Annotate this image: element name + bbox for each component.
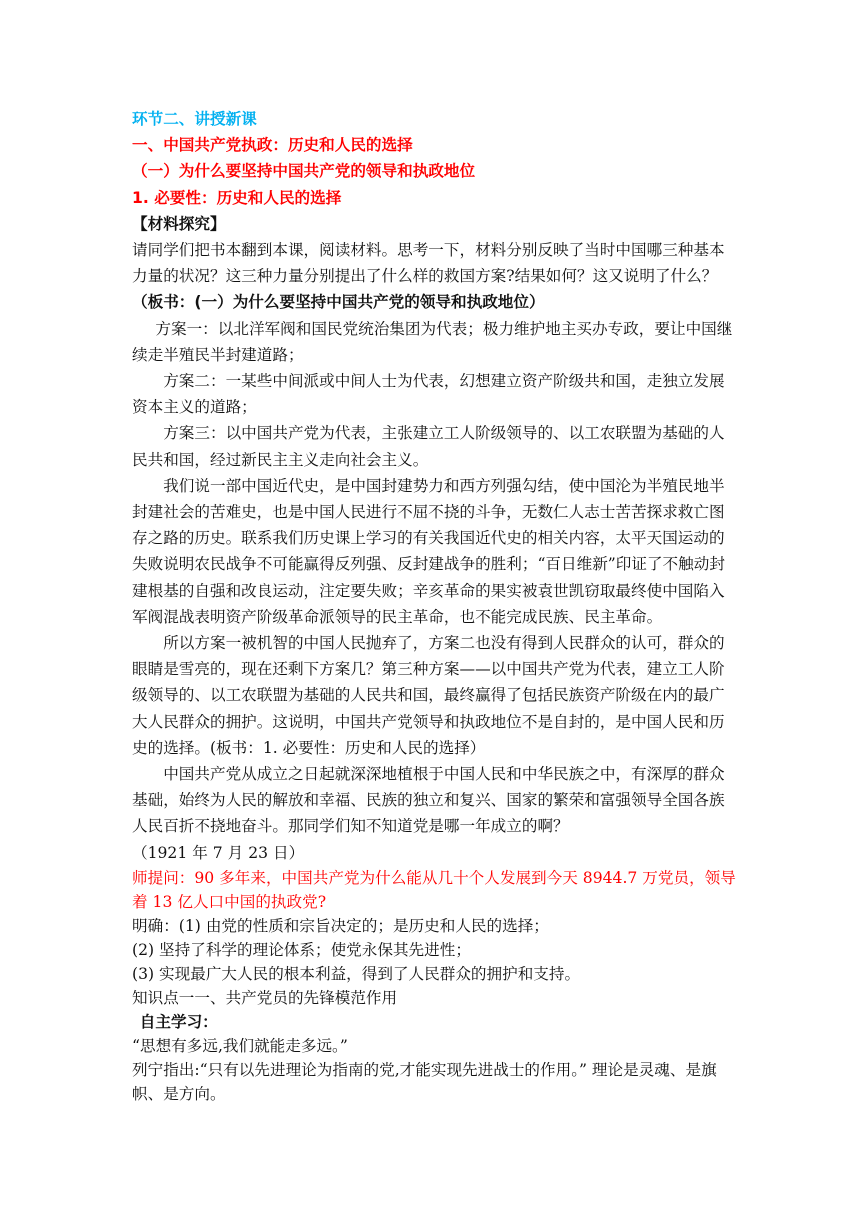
plan-three: 方案三：以中国共产党为代表，主张建立工人阶级领导的、以工农联盟为基础的人民共和国，经过新民主主义走向社会主义。 <box>132 424 725 469</box>
intro-board-note: （板书：(一）为什么要坚持中国共产党的领导和执政地位） <box>132 293 545 312</box>
plan-two: 方案二：一某些中间派或中间人士为代表，幻想建立资产阶级共和国，走独立发展资本主义的道路； <box>132 372 725 417</box>
self-study-label: 自主学习： <box>139 1012 218 1031</box>
material-label: 【材料探究】 <box>132 214 226 233</box>
heading-3: 1. 必要性：历史和人民的选择 <box>132 188 342 207</box>
quote-one: “思想有多远,我们就能走多远。” <box>132 1036 348 1055</box>
teacher-question: 师提问：90 多年来，中国共产党为什么能从几十个人发展到今天 8944.7 万党员，领导着 13 亿人口中国的执政党? <box>132 868 736 911</box>
answer-line-3: (3) 实现最广大人民的根本利益，得到了人民群众的拥护和支持。 <box>132 964 581 983</box>
section-title: 环节二、讲授新课 <box>132 110 257 128</box>
answer-line-1: 明确：(1) 由党的性质和宗旨决定的；是历史和人民的选择； <box>132 916 549 935</box>
founding-date: （1921 年 7 月 23 日） <box>132 843 305 862</box>
knowledge-title: 知识点一一、共产党员的先锋模范作用 <box>132 988 398 1007</box>
paragraph-party: 中国共产党从成立之日起就深深地植根于中国人民和中华民族之中，有深厚的群众基础，始终为人民的解放和幸福、民族的独立和复兴、国家的繁荣和富强领导全国各族人民百折不挠地奋斗。那同学们知不知道党是哪一年成立的啊？ <box>132 765 725 836</box>
material-intro <box>132 237 740 316</box>
plan-one: 方案一：以北洋军阀和国民党统治集团为代表；极力维护地主买办专政，要让中国继续走半殖民半封建道路； <box>132 319 733 364</box>
document-content <box>132 106 740 1106</box>
heading-1: 一、中国共产党执政：历史和人民的选择 <box>132 136 413 155</box>
paragraph-choice: 所以方案一被机智的中国人民抛弃了，方案二也没有得到人民群众的认可，群众的眼睛是雪亮的，现在还剩下方案几？第三种方案——以中国共产党为代表，建立工人阶级领导的、以工农联盟为基础的人民共和国，最终赢得了包括民族资产阶级在内的最广大人民群众的拥护。这说明，中国共产党领导和执政地位不是自封的，是中国人民和历史的选择。(板书：1. 必要性：历史和人民的选择） <box>132 634 725 757</box>
quote-two: 列宁指出:“只有以先进理论为指南的党,才能实现先进战士的作用。” 理论是灵魂、是旗帜、是方向。 <box>132 1060 717 1103</box>
intro-text: 请同学们把书本翻到本课，阅读材料。思考一下，材料分别反映了当时中国哪三种基本力量的状况？这三种力量分别提出了什么样的救国方案?结果如何？这又说明了什么？ <box>132 241 725 286</box>
paragraph-history: 我们说一部中国近代史，是中国封建势力和西方列强勾结，使中国沦为半殖民地半封建社会的苦难史，也是中国人民进行不屈不挠的斗争，无数仁人志士苦苦探求救亡图存之路的历史。联系我们历史课上学习的有关我国近代史的相关内容，太平天国运动的失败说明农民战争不可能赢得反列强、反封建战争的胜利；“百日维新”印证了不触动封建根基的自强和改良运动，注定要失败；辛亥革命的果实被袁世凯窃取最终使中国陷入军阀混战表明资产阶级革命派领导的民主革命，也不能完成民族、民主革命。 <box>132 476 725 626</box>
heading-2: （一）为什么要坚持中国共产党的领导和执政地位 <box>132 162 476 181</box>
answer-line-2: (2) 坚持了科学的理论体系；使党永保其先进性； <box>132 940 471 959</box>
